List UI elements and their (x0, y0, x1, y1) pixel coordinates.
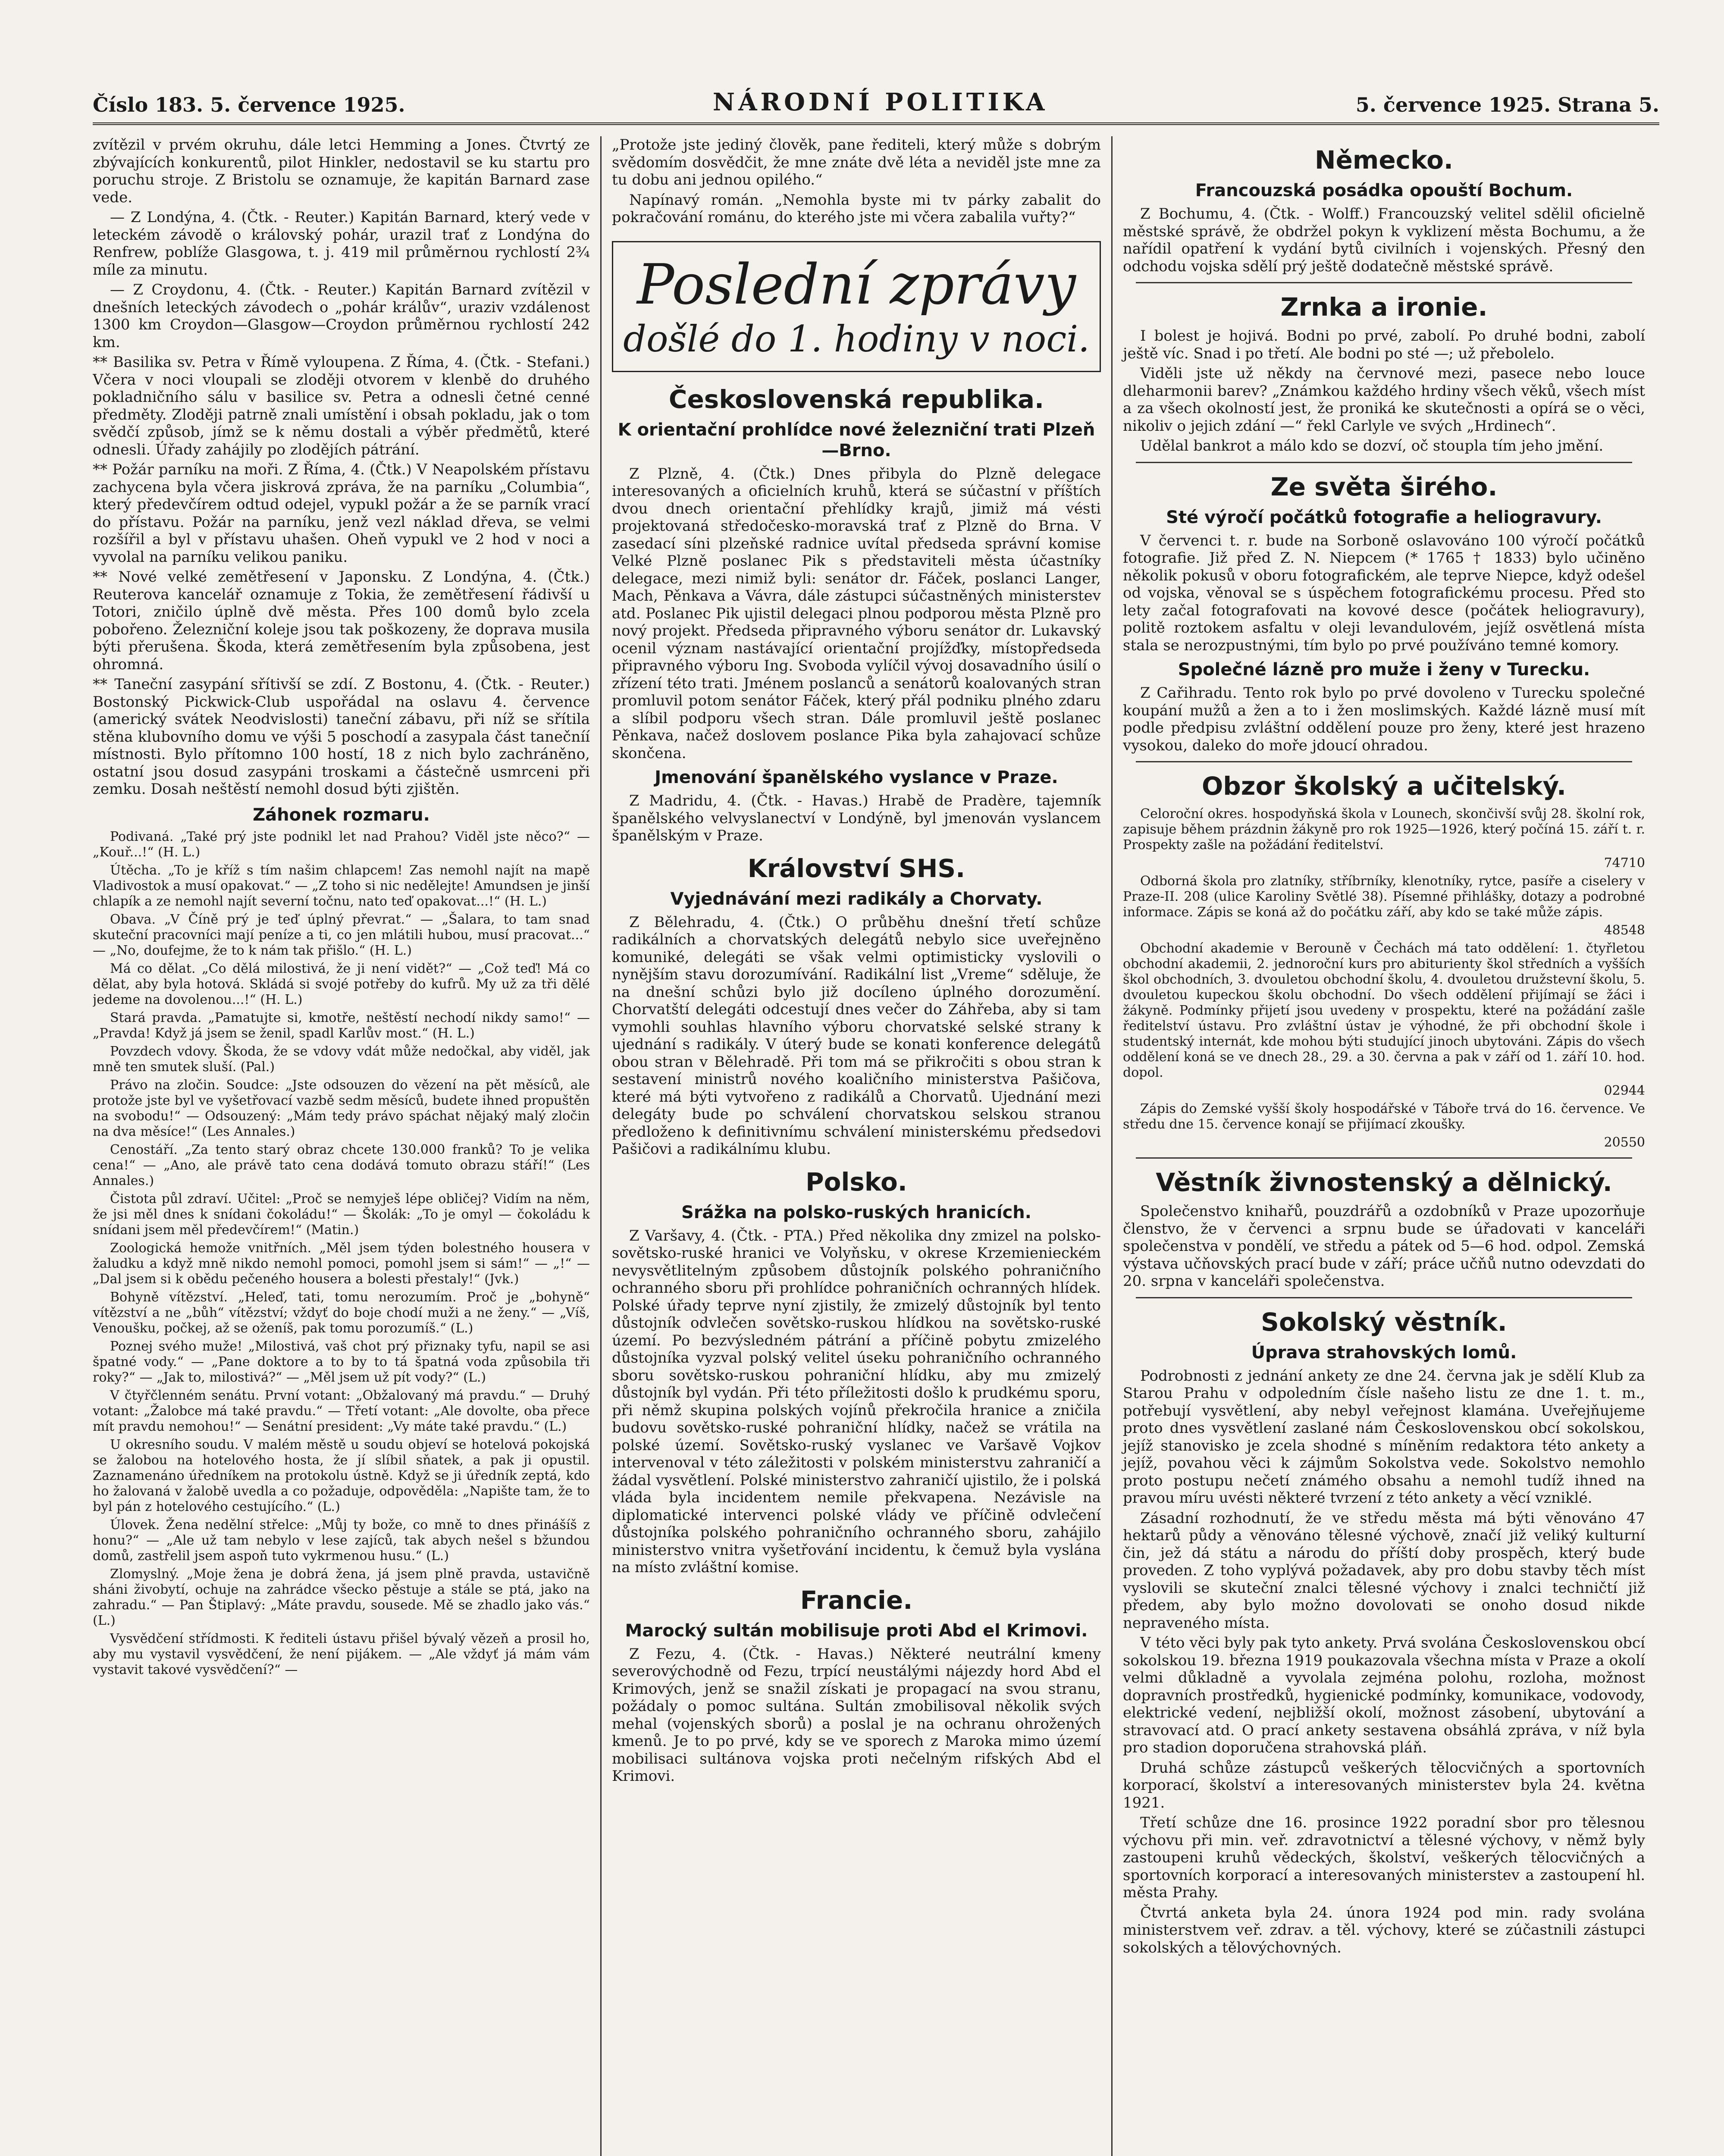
divider (1136, 1297, 1632, 1298)
article-text: — Z Londýna, 4. (Čtk. - Reuter.) Kapitán Barnard, který vede v leteckém závodě o královský pohár, urazil trať z Londýna do Renfrew, poblíže Glasgowa, t. j. 419 mil průměrnou rychlostí 2¾ míle za minutu. (93, 209, 590, 279)
school-notices (1123, 806, 1645, 1150)
divider (1136, 462, 1632, 463)
article-text: Z Cařihradu. Tento rok bylo po prvé dovoleno v Turecku společné koupání mužů a žen a to i žen moslimských. Každé lázně musí mít podle předpisu zvláštní oddělení pouze pro ženy, které jest hrazeno vysokou, daleko do moře jdoucí ohradou. (1123, 684, 1645, 754)
jokes-section (93, 829, 590, 1678)
article-heading: Francouzská posádka opouští Bochum. (1195, 181, 1573, 201)
notice-number: 20550 (1604, 1135, 1645, 1150)
joke: Má co dělat. „Co dělá milostivá, že ji není vidět?“ — „Což teď! Má co dělat, aby byla hotová. Skládá si svojé potřeby do kufrů. My už za tři dělé jedeme na dovolenou...!“ (H. L.) (93, 961, 590, 1007)
banner-subtitle: došlé do 1. hodiny v noci. (623, 317, 1090, 360)
columns (93, 136, 1659, 2156)
article-text: ** Basilika sv. Petra v Římě vyloupena. Z Říma, 4. (Čtk. - Stefani.) Včera v noci vloupali se zloději otvorem v klenbě do druhého pokladničního sálu v basilice sv. Petra a odnesli četné cenné předměty. Zloději patrně znali umístění i obsah pokladu, jak o tom svědčí způsob, jímž se k němu dostali a výběr předmětů, které odnesli. Úřady zahájily po zlodějích pátrání. (93, 354, 590, 458)
article-heading: Sté výročí počátků fotografie a heliogravury. (1166, 507, 1602, 527)
section-heading: Záhonek rozmaru. (253, 805, 430, 825)
joke: V čtyřčlenném senátu. První votant: „Obžalovaný má pravdu.“ — Druhý votant: „Žalobce má také pravdu.“ — Třetí votant: „Ale dovolte, oba přece mít pravdu nemohou!“ — Senátní president: „Vy máte také pravdu.“ (L.) (93, 1388, 590, 1434)
joke: Povzdech vdovy. Škoda, že se vdovy vdát může nedočkal, aby viděl, jak mně ten smutek sluší. (Pal.) (93, 1044, 590, 1075)
joke: Úlovek. Žena nedělní střelce: „Můj ty bože, co mně to dnes přinášíš z honu?“ — „Ale už tam nebylo v lese zajíců, tak abych nešel s bžundou domů, zastřelil jsem aspoň tuto vykrmenou husu.“ (L.) (93, 1517, 590, 1564)
joke: Zoologická hemože vnitřních. „Měl jsem týden bolestného housera v žaludku a když mně nikdo nemohl pomoci, pomohl jsem si sám!“ — „!“ — „Dal jsem si k obědu pečeného housera a bolesti přestaly!“ (Jvk.) (93, 1240, 590, 1287)
notice-text: Zápis do Zemské vyšší školy hospodářské v Táboře trvá do 16. července. Ve středu dne 15. července konají se přijímací zkoušky. (1123, 1101, 1645, 1132)
joke: Čistota půl zdraví. Učitel: „Proč se nemyješ lépe obličej? Vidím na něm, že jsi měl dnes k snídani čokoládu!“ — Školák: „To je omyl — čokoládu k snídani jsem měl předevčírem!“ (Matin.) (93, 1191, 590, 1238)
section-heading: Německo. (1315, 145, 1453, 175)
article-text: Zásadní rozhodnutí, že ve středu města má býti věnováno 47 hektarů půdy a věnováno tělesné výchově, značí již veliký kulturní čin, jež dá státu a národu do příští doby prospěch, který bude proveden. Z toho vyplývá požadavek, aby pro dobu stavby těch míst vyslovili se skuteční znalci tělesné výchovy i znalci techničtí již předem, aby bylo možno dovolovati se onoho dosud nikde nepraveného místa. (1123, 1509, 1645, 1632)
article-text: Z Bělehradu, 4. (Čtk.) O průběhu dnešní třetí schůze radikálních a chorvatských delegátů nebylo sice uveřejněno komuniké, delegáti se však velmi optimisticky vyslovili o nynějším stavu dorozumívání. Radikální list „Vreme“ sděluje, že na dnešní schůzi bylo již docíleno úplného dorozumění. Chorvatští delegáti odcestují dnes večer do Záhřeba, aby si tam vymohli souhlas hlavního výboru chorvatské selské strany k ujednání s radikály. V úterý bude se konati konference delegátů obou stran v Bělehradě. Při tom má se přikročiti s obou stran k sestavení ministrů nového koaličního ministerstva Pašičova, které má býti vytvořeno z radikálů a Chorvatů. Ujednání mezi delegáty bude po schválení chorvatskou selskou stranou předloženo k definitivnímu schválení ministerskému předsedovi Pašičovi a radikálnímu klubu. (612, 913, 1101, 1158)
column-2 (602, 136, 1113, 2156)
article-heading: Marocký sultán mobilisuje proti Abd el Krimovi. (625, 1620, 1088, 1641)
column-3 (1113, 136, 1645, 2156)
divider (1136, 282, 1632, 283)
divider (1136, 1157, 1632, 1159)
article-text: V červenci t. r. bude na Sorboně oslavováno 100 výročí počátků fotografie. Již před Z. N. Niepcem (* 1765 † 1833) bylo učiněno několik pokusů v oboru fotografickém, ale teprve Niepce, když odešel od vojska, věnoval se s úspěchem fotografickému procesu. Před sto lety začal fotografovati na kovové desce (počátek heliogravury), politě roztokem asfaltu v oleji levandulovém, jejíž osvětlená místa stala se nerozpustnými, tím bylo po prvé používáno temné komory. (1123, 532, 1645, 654)
article-text: Viděli jste už někdy na červnové mezi, pasece nebo louce dleharmonii barev? „Známkou každého hrdiny všech věků, všech míst a za všech okolností jest, že proniká ke skutečnosti a opírá se o věci, nikoliv o jejich zdání —“ řekl Carlyle ve svých „Hrdinech“. (1123, 365, 1645, 435)
joke: Bohyně vítězství. „Heleď, tati, tomu nerozumím. Proč je „bohyně“ vítězství a ne „bůh“ vítězství; vždyť do boje chodí muži a ne ženy.“ — „Víš, Venoušku, počkej, až se oženíš, pak tomu porozumíš.“ (L.) (93, 1289, 590, 1336)
joke: Vysvědčení střídmosti. K řediteli ústavu přišel bývalý vězeň a prosil ho, aby mu vystavil vysvědčení, že není pijákem. — „Ale vždyť já mám vám vystavit takové vysvědčení?“ — (93, 1631, 590, 1677)
column-1 (93, 136, 602, 2156)
joke: Obava. „V Číně prý je teď úplný převrat.“ — „Šalara, to tam snad skuteční pracovníci mají peníze a ti, co jen mlátili hubou, musí pracovat...“ — „No, doufejme, že to k nám tak přišlo.“ (H. L.) (93, 912, 590, 958)
joke: Podivaná. „Také prý jste podnikl let nad Prahou? Viděl jste něco?“ — „Kouř...!“ (H. L.) (93, 829, 590, 860)
notice-number: 48548 (1604, 923, 1645, 938)
article-text: ** Nové velké zemětřesení v Japonsku. Z Londýna, 4. (Čtk.) Reuterova kancelář oznamuje z Tokia, že zemětřesení řádivší u Totori, zničilo úplně dvě města. Přes 100 domů bylo zcela pobořeno. Železniční koleje jsou tak poškozeny, že doprava musila býti přerušena. Škoda, která zemětřesením byla způsobena, jest ohromná. (93, 568, 590, 673)
article-text: Z Fezu, 4. (Čtk. - Havas.) Některé neutrální kmeny severovýchodně od Fezu, trpící neustálými nájezdy hord Abd el Krimových, jenž se snažil získati je propagací na svou stranu, požádaly o pomoc sultána. Sultán zmobilisoval několik svých mehal (vojenských sborů) a poslal je na ochranu ohrožených kmenů. Je to po prvé, kdy se ve sporech z Maroka mimo území mobilisaci sultánova vojska proti nečelným rifských Abd el Krimovi. (612, 1645, 1101, 1785)
joke: Poznej svého muže! „Milostivá, vaš chot prý přiznaky tyfu, napil se asi špatné vody.“ — „Pane doktore a to by to tá špatná voda způsobila tři roky?“ — „Jak to, milostivá?“ — „Měl jsem už pít vody?“ (L.) (93, 1338, 590, 1385)
article-text: Z Plzně, 4. (Čtk.) Dnes přibyla do Plzně delegace interesovaných a oficielních kruhů, která se súčastní v příštích dvou dnech orientační přehlídky krajů, jimiž má vésti projektovaná středočesko-moravská trať z Plzně do Brna. V zasedací síni plzeňské radnice uvítal předseda správní komise Velké Plzně poslanec Pik s představiteli města účastníky delegace, mezi nimiž byli: senátor dr. Fáček, poslanci Langer, Mach, Pěnkava a Vávra, dále zástupci súčastněných ministerstev atd. Poslanec Pik ujistil delegaci plnou podporou města Plzně pro nový projekt. Předseda připravného výboru senátor dr. Lukavský ocenil význam nastávající orientační projížďky, místopředseda připravného výboru Ing. Svoboda vylíčil vývoj dosavadního úsilí o zřízení této trati. Jménem poslanců a senátorů koalovaných stran promluvil potom senátor Fáček, který přál podniku plného zdaru a slíbil podporu všech stran. Dále promluvil ještě poslanec Pěnkava, načež doslovem poslance Pika byla zahajovací schůze skončena. (612, 465, 1101, 762)
article-text: — Z Croydonu, 4. (Čtk. - Reuter.) Kapitán Barnard zvítězil v dnešních leteckých závodech o „pohár králův“, uraziv vzdálenost 1300 km Croydon—Glasgow—Croydon průměrnou rychlostí 242 km. (93, 281, 590, 351)
section-heading: Ze světa širého. (1270, 472, 1498, 501)
banner-title: Poslední zprávy (637, 252, 1076, 317)
latest-news-banner (612, 241, 1101, 372)
notice-number: 74710 (1604, 856, 1645, 871)
divider (1136, 761, 1632, 762)
article-text: Udělal bankrot a málo kdo se dozví, oč stoupla tím jeho jmění. (1140, 437, 1604, 454)
article-text: „Protože jste jediný člověk, pane řediteli, který může s dobrým svědomím dosvědčit, že mne znáte dvě léta a neviděl jste mne za tu dobu ani jednou opilého.“ (612, 136, 1101, 188)
page-header (93, 82, 1659, 125)
section-heading: Polsko. (806, 1167, 907, 1197)
article-heading: Společné lázně pro muže i ženy v Turecku. (1178, 660, 1590, 680)
notice-text: Odborná škola pro zlatníky, stříbrníky, klenotníky, rytce, pasíře a ciselery v Praze-II. 208 (ulice Karoliny Světlé 38). Písemné přihlášky, dotazy a podrobné informace. Zápis se koná až do počátku září, aby kdo se také může zápis. (1123, 874, 1645, 920)
notice-number: 02944 (1604, 1083, 1645, 1098)
article-heading: K orientační prohlídce nové železniční trati Plzeň—Brno. (618, 420, 1095, 461)
article-text: Z Bochumu, 4. (Čtk. - Wolff.) Francouzský velitel sdělil oficielně městské správě, že obdržel pokyn k vyklizení města Bochumu, a že nařídil opatření k vydání bytů civilních i vojenských. Přesný den odchodu vojska sdělí prý ještě dodatečně městské správě. (1123, 205, 1645, 275)
section-heading: Království SHS. (747, 853, 965, 883)
article-text: Čtvrtá anketa byla 24. února 1924 pod min. rady svolána ministerstvem veř. zdrav. a těl. výchovy, které se zúčastnili zástupci sokolských a tělovýchovných. (1123, 1904, 1645, 1956)
notice-text: Obchodní akademie v Berouně v Čechách má tato oddělení: 1. čtyřletou obchodní akademii, 2. jednoroční kurs pro abiturienty škol středních a vyšších škol obchodních, 3. dvouletou obchodní školu, 4. dvouletou družstevní školu, 5. dvouletou kupeckou školu obchodní. Do všech oddělení přijímají se žáci i žákyně. Podmínky přijetí jsou uvedeny v prospektu, které na požádání zašle ředitelství ústavu. Pro zvláštní ústav je výhodné, že při obchodní škole i studentský internát, kde mohou býti studující jinoch ubytováni. Zápis do všech oddělení koná se ve dnech 28., 29. a 30. června a pak v září od 1. září 10. hod. dopol. (1123, 941, 1645, 1080)
article-text: ** Taneční zasypání sřítivší se zdí. Z Bostonu, 4. (Čtk. - Reuter.) Bostonský Pickwick-Club uspořádal na oslavu 4. července (americký svátek Neodvislosti) taneční zábavu, při níž se sřítila stěna klubovního domu ve výši 5 poschodí a zasypala část tanečníí místnosti. Bylo přítomno 100 hostí, 18 z nich bylo zachráněno, ostatní jsou dosud zasypáni troskami a částečně usmrceni při zemku. Dosah neštěstí nemohl dosud býti zjištěn. (93, 676, 590, 798)
article-text: Z Madridu, 4. (Čtk. - Havas.) Hrabě de Pradère, tajemník španělského velvyslanectví v Londýně, byl jmenován vyslancem španělským v Praze. (612, 792, 1101, 844)
article-heading: Úprava strahovských lomů. (1251, 1342, 1517, 1363)
article-text: I bolest je hojivá. Bodni po prvé, zabolí. Po druhé bodni, zabolí ještě víc. Snad i po třetí. Ale bodni po sté —; už přebolelo. (1123, 327, 1645, 362)
joke: Cenostáří. „Za tento starý obraz chcete 130.000 franků? To je velika cena!“ — „Ano, ale právě tato cena dodává tomuto obrazu stáří!“ (Les Annales.) (93, 1142, 590, 1188)
article-text: Z Varšavy, 4. (Čtk. - PTA.) Před několika dny zmizel na polsko-sovětsko-ruské hranici ve Volyňsku, v okrese Krzemienieckém nevysvětlitelným způsobem důstojník polského pohraničního ochranného sboru při prohlídce pohraničních ochranných hlídek. Polské úřady teprve nyní zjistily, že zmizelý důstojník byl tento důstojník odvlečen sovětsko-ruskou hlídkou na sovětsko-ruské území. Po bezvýsledném pátrání a příčině pobytu zmizelého důstojníka vyzval polský velitel úseku pohraničního ochranného sboru sovětsko-ruskou pohraniční hlídku, aby mu zmizelý důstojník byl vydán. Při této příležitosti došlo k prudkému sporu, při němž skupina polských vojínů překročila hranice a zničila budovu sovětsko-ruské pohraniční hlídky, načež se vrátila na polské území. Sovětsko-ruský vyslanec ve Varšavě Vojkov intervenoval v této záležitosti v polském ministerstvu zahraničí a žádal vysvětlení. Polské ministerstvo zahraničí ujistilo, že i polská vláda byla incidentem nemile překvapena. Nezávisle na diplomatické intervenci polské vlády ve příčině odvlečení důstojníka polského pohraničního ochranného sboru, zahájilo ministerstvo vnitra vyšetřování incidentu, k čemuž byla vyslána na místo zvláštní komise. (612, 1227, 1101, 1576)
article-text: Společenstvo knihařů, pouzdrářů a ozdobníků v Praze upozorňuje členstvo, že v červenci a srpnu bude se úřadovati v kanceláři společenstva v pondělí, ve středu a pátek od 5—6 hod. odpol. Zemská výstava učňovských prací bude v září; práce učňů nutno odevzdati do 20. srpna v kanceláři společenstva. (1123, 1203, 1645, 1290)
article-text: Třetí schůze dne 16. prosince 1922 poradní sbor pro tělesnou výchovu při min. veř. zdravotnictví a tělesné výchovy, v němž byly zastoupeni kruhů vědeckých, školství, veškerých tělocvičných a sportovních korporací a interesovaných ministerstev a zastoupení hl. města Prahy. (1123, 1814, 1645, 1901)
joke: Stará pravda. „Pamatujte si, kmotře, neštěstí nechodí nikdy samo!“ — „Pravda! Když já jsem se ženil, spadl Karlův most.“ (H. L.) (93, 1010, 590, 1041)
article-text: Druhá schůze zástupců veškerých tělocvičných a sportovních korporací, školství a interesovaných ministerstev byla 24. května 1921. (1123, 1759, 1645, 1811)
section-heading: Francie. (800, 1585, 913, 1615)
joke: Zlomyslný. „Moje žena je dobrá žena, já jsem plně pravda, ustavičně sháni živobytí, ochuje na zahrádce všecko pěstuje a stále se ptá, jako na zahradu.“ — Pan Štiplavý: „Máte pravdu, sousede. Mě se zhadlo jako vás.“ (L.) (93, 1566, 590, 1628)
section-heading: Československá republika. (668, 384, 1044, 414)
article-text: V této věci byly pak tyto ankety. Prvá svolána Československou obcí sokolskou 19. března 1919 poukazovala všechna místa v Praze a okolí velmi důkladně a vyvolala zejména polohu, rozloha, možnost dopravních prostředků, hygienické podmínky, komunikace, vodovody, elektrické vedení, nejbližší okolí, možnost zásobení, ubytování a stravovací atd. O prací ankety sestavena obsáhlá zpráva, v níž byla pro stadion doporučena strahovská pláň. (1123, 1634, 1645, 1756)
section-heading: Obzor školský a učitelský. (1201, 771, 1567, 801)
section-heading: Sokolský věstník. (1261, 1307, 1507, 1337)
article-heading: Srážka na polsko-ruských hranicích. (681, 1202, 1031, 1222)
article-heading: Vyjednávání mezi radikály a Chorvaty. (670, 889, 1043, 909)
section-heading: Zrnka a ironie. (1280, 292, 1488, 322)
page-number: 5. července 1925. Strana 5. (1355, 93, 1659, 116)
article-text: ** Požár parníku na moři. Z Říma, 4. (Čtk.) V Neapolském přístavu zachycena byla včera jiskrová zpráva, že na parníku „Columbia“, který předevčírem odtud odejel, vypukl požár a že se parník vrací do přístavu. Požár na parníku, jenž vezl náklad dřeva, se velmi rozšířil a byl v přístavu uhašen. Oheň vypukl ve 2 hod v noci a vyvolal na parníku velikou paniku. (93, 461, 590, 566)
joke: Útěcha. „To je kříž s tím našim chlapcem! Zas nemohl najít na mapě Vladivostok a musí opakovat.“ — „Z toho si nic nedělejte! Amundsen je jinší chlapík a ze nemohl najít severní točnu, nato teď opakovat...!“ (H. L.) (93, 862, 590, 909)
joke: U okresního soudu. V malém městě u soudu objeví se hotelová pokojská se žalobou na hotelového hosta, že jí slíbil sňatek, a pak ji opustil. Zaznamenáno úředníkem na protokolu ústně. Když se ji úředník zeptá, kdo ho žalovaná v žalobě uvedla a co požaduje, odpověděla: „Napište tam, že to byl pán z hotelového cestujícího.“ (L.) (93, 1437, 590, 1514)
article-text: Napínavý román. „Nemohla byste mi tv párky zabalit do pokračování románu, do kterého jste mi včera zabalila vuřty?“ (612, 191, 1101, 226)
notice-text: Celoroční okres. hospodyňská škola v Lounech, skončivší svůj 28. školní rok, zapisuje během prázdnin žákyně pro rok 1925—1926, který počíná 15. září t. r. Prospekty zašle na požádání ředitelství. (1123, 806, 1645, 852)
article-heading: Jmenování španělského vyslance v Praze. (655, 768, 1058, 787)
masthead: NÁRODNÍ POLITIKA (712, 88, 1048, 116)
article-text: Podrobnosti z jednání ankety ze dne 24. června jak je sdělí Klub za Starou Prahu v odpoledním čísle našeho listu ze dne 1. t. m., potřebují vysvětlení, aby nebyl veřejnost klamána. Uveřejňujeme proto dnes vysvětlení zaslané nám Československou obcí sokolskou, jejíž stanovisko je zcela shodné s míněním redaktora této ankety a jejíž, povahou věci k zájmům Sokolstva vede. Sokolstvo nemohlo proto postupu nečetí známého obsahu a nemohl tudíž ihned na pravou míru uvésti některé tvrzení z této ankety a věcí vzniklé. (1123, 1367, 1645, 1507)
joke: Právo na zločin. Soudce: „Jste odsouzen do vězení na pět měsíců, ale protože jste byl ve vyšetřovací vazbě sedm měsíců, budete ihned propuštěn na svobodu!“ — Odsouzený: „Mám tedy právo spáchat nějaký malý zločin na dva měsíce!“ (Les Annales.) (93, 1077, 590, 1139)
issue-date: Číslo 183. 5. července 1925. (93, 93, 405, 116)
section-heading: Věstník živnostenský a dělnický. (1156, 1168, 1612, 1197)
article-text: zvítězil v prvém okruhu, dále letci Hemming a Jones. Čtvrtý ze zbývajících konkurentů, pilot Hinkler, nedostavil se ku startu pro poruchu stroje. Z Bristolu se oznamuje, že kapitán Barnard zase vede. (93, 136, 590, 206)
